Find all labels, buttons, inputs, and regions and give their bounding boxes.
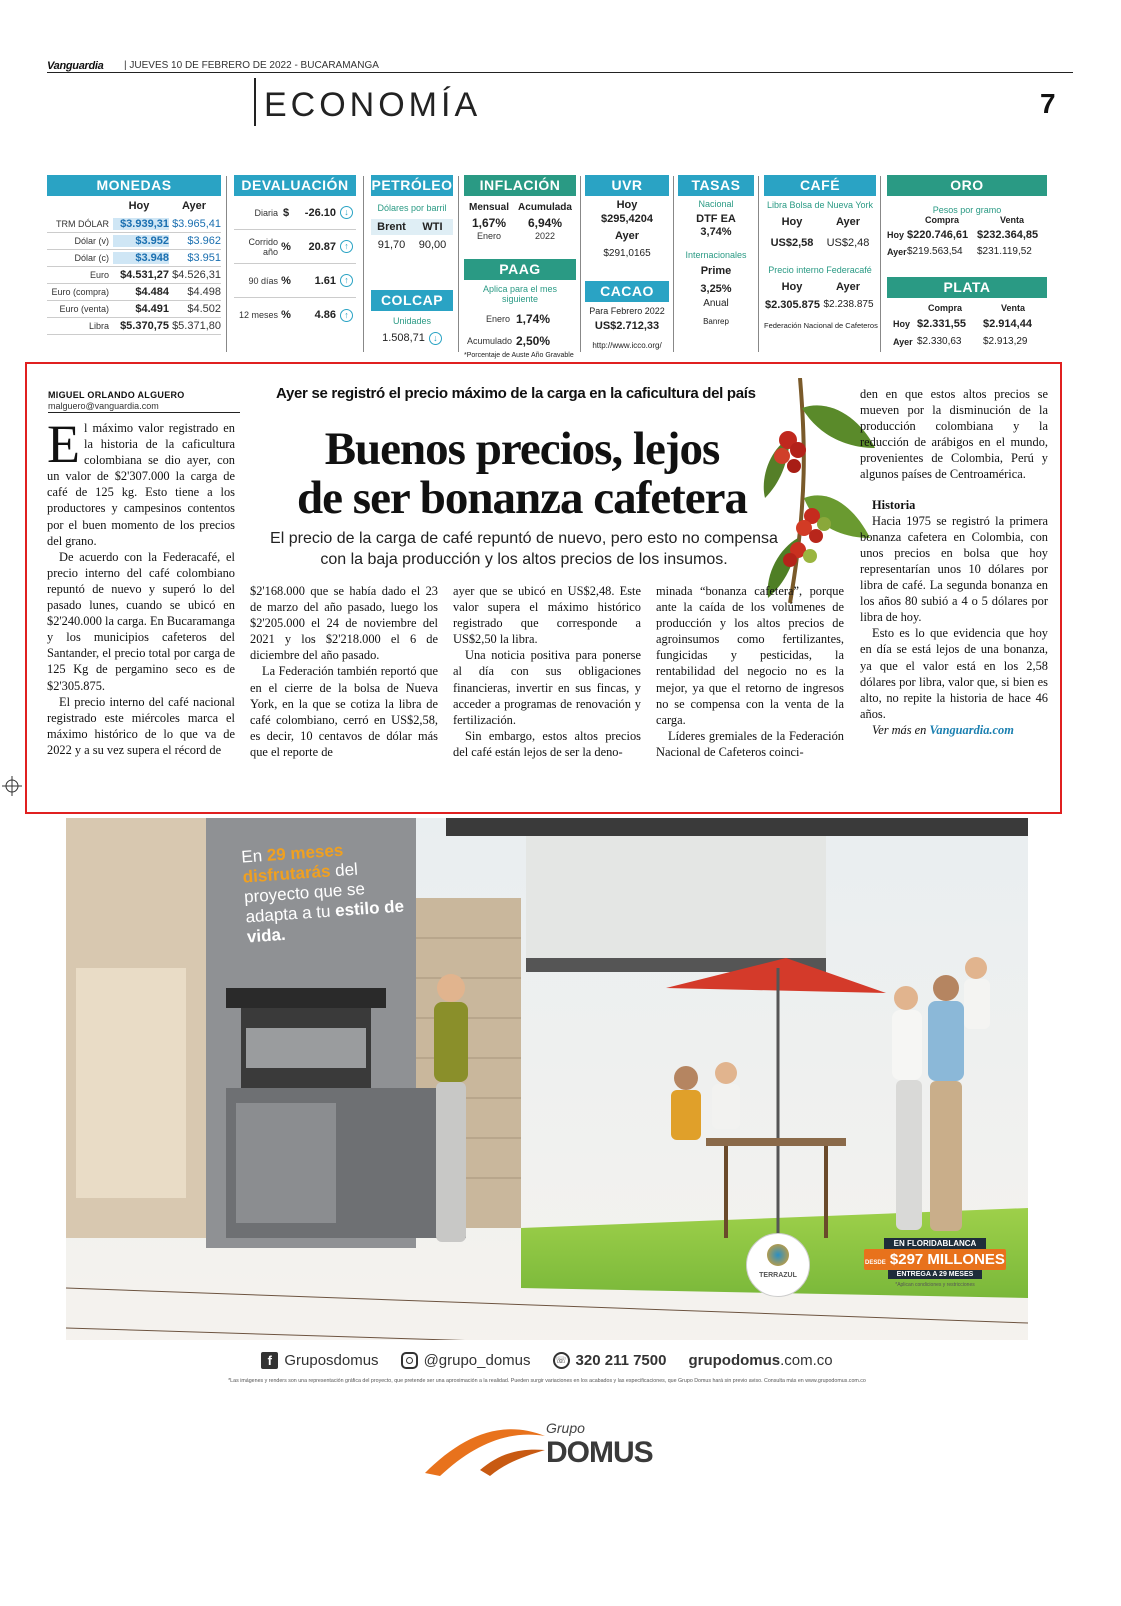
cafe-int-hoy: $2.305.875	[764, 299, 821, 311]
wti-label: WTI	[422, 221, 443, 233]
oro-hoy-compra: $220.746,61	[907, 229, 969, 241]
author-email[interactable]: malguero@vanguardia.com	[48, 401, 159, 411]
section-divider	[254, 78, 256, 126]
paag-enero-label: Enero	[485, 314, 510, 324]
devaluacion-row: Diaria $ -26.10 ↓	[234, 196, 356, 230]
inflacion-mensual-label: Mensual	[468, 202, 509, 213]
ad-whatsapp[interactable]: ☏ 320 211 7500	[553, 1352, 667, 1369]
ad-instagram[interactable]: @grupo_domus	[401, 1352, 531, 1369]
cacao-source: http://www.icco.org/	[592, 341, 662, 350]
monedas-row: Euro $4.531,27 $4.526,31	[47, 267, 221, 284]
uvr-hoy-label: Hoy	[616, 199, 638, 211]
article-column-1: El máximo valor registrado en la historia de la caficultura colombiana se dio ayer, con un valor de $2'307.000 la carga de café de 125 kg. Esto tiene a los productores y campesinos contentos por el buen momento de los precios del grano. De acuerdo con la Federacafé, el precio interno del café colombiano repuntó de nuevo y superó lo del pasado lunes, cuando se ubicó en $2'240.000 la carga. En Bucaramanga y los municipios cafeteros del Santander, el precio total por carga de 125 Kg de pergamino seco es de $2'305.875. El precio interno del café nacional registrado este miércoles marca el máximo histórico de lo que va de 2022 y a su vez supera el récord de	[47, 414, 235, 757]
cafe-ny-hoy: US$2,58	[770, 237, 814, 249]
oro-compra-label: Compra	[924, 215, 959, 225]
tasas-dtf: 3,74%	[700, 226, 732, 238]
oro-venta-label: Venta	[999, 215, 1024, 225]
ad-price: $297 MILLONES	[889, 1251, 1005, 1268]
oro-ayer-compra: $219.563,54	[907, 246, 963, 257]
masthead: Vanguardia	[47, 60, 104, 72]
tasas-prime-label: Prime	[700, 265, 732, 277]
uvr-ayer-label: Ayer	[614, 230, 640, 242]
column-divider	[673, 176, 674, 352]
instagram-icon	[401, 1352, 418, 1369]
plata-title: PLATA	[887, 277, 1047, 298]
colcap-subtitle: Unidades	[392, 316, 432, 326]
devaluacion-row: 12 meses % 4.86 ↑	[234, 298, 356, 332]
cafe-table	[764, 175, 876, 330]
uvr-table	[585, 175, 669, 259]
ad-tagline-highlight: 29 meses disfrutarás	[242, 840, 344, 887]
tasas-prime-period: Anual	[703, 298, 729, 309]
header-rule	[47, 72, 1073, 73]
monedas-row: Dólar (v) $3.952 $3.962	[47, 233, 221, 250]
paag-table	[464, 259, 576, 359]
cacao-table	[585, 281, 669, 350]
ad-render-scene	[66, 818, 1028, 1393]
plata-ayer-compra: $2.330,63	[917, 336, 962, 347]
brent-value: 91,70	[377, 239, 406, 251]
tasas-dtf-label: DTF EA	[696, 213, 736, 225]
dateline: | JUEVES 10 DE FEBRERO DE 2022 - BUCARAMANGA	[124, 60, 379, 71]
subhead-historia: Historia	[872, 497, 916, 512]
cafe-int-ayer-label: Ayer	[835, 281, 861, 293]
cafe-ny-label: Libra Bolsa de Nueva York	[766, 200, 874, 210]
monedas-row: Libra $5.370,75 $5.371,80	[47, 318, 221, 335]
plata-hoy-label: Hoy	[893, 319, 911, 329]
devaluacion-row: Corrido año % 20.87 ↑	[234, 230, 356, 264]
article-column-5: den en que estos altos precios se mueven por la disminución de la producción colombiana y la reducción de arábigos en el mundo, provenientes de Colombia, Perú y algunos países de Centroamérica. Historia Hacia 1975 se registró la primera bonanza cafetera en Colombia, con unos precios en bolsa que hoy representarían unos 10 dólares por libra de café. La segunda bonanza en los años 80 subió a 4 o 5 dólares por libra de hoy. Esto es lo que evidencia que hoy en día se está lejos de una bonanza, ya que el valor está en los 2,58 dólares por libra, valor que, si bien es alto, no repite la historia de hace 46 años. Ver más en Vanguardia.com	[860, 387, 1048, 737]
oro-hoy-label: Hoy	[887, 230, 905, 240]
monedas-row: TRM DÓLAR $3.939,31 $3.965,41	[47, 216, 221, 233]
plata-hoy-compra: $2.331,55	[917, 318, 966, 330]
devaluacion-title: DEVALUACIÓN	[234, 175, 356, 196]
arrow-up-icon: ↑	[340, 309, 353, 322]
cacao-title: CACAO	[585, 281, 669, 302]
devaluacion-row: 90 días % 1.61 ↑	[234, 264, 356, 298]
cafe-title: CAFÉ	[764, 175, 876, 196]
monedas-row: Euro (venta) $4.491 $4.502	[47, 301, 221, 318]
author-byline: MIGUEL ORLANDO ALGUERO	[48, 390, 185, 400]
oro-title: ORO	[887, 175, 1047, 196]
registration-mark-icon	[2, 776, 22, 796]
plata-table	[887, 277, 1047, 347]
ad-price-badge: EN FLORIDABLANCA DESDE $297 MILLONES ENTREGA A 29 MESES *Aplican condiciones y restricciones	[865, 1239, 1005, 1288]
petroleo-title: PETRÓLEO	[371, 175, 453, 196]
ad-contact-bar	[66, 1340, 1028, 1395]
monedas-title: MONEDAS	[47, 175, 221, 196]
arrow-down-icon: ↓	[429, 332, 442, 345]
page-number: 7	[1040, 88, 1056, 119]
plata-compra-label: Compra	[927, 303, 962, 313]
tasas-source: Banrep	[703, 317, 729, 326]
article-column-3: ayer que se ubicó en US$2,48. Este valor supera el máximo histórico registrado que corresponde a US$2,50 la libra. Una noticia positiva para ponerse al día con sus obligaciones financieras, invertir en sus fincas, y acceder a programas de renovación y fertilización. Sin embargo, estos altos precios del café están lejos de ser la deno-	[453, 584, 641, 759]
uvr-hoy: $295,4204	[601, 213, 653, 225]
tasas-table	[678, 175, 754, 326]
headline-line-2: de ser bonanza cafetera	[297, 472, 747, 524]
cacao-value: US$2.712,33	[594, 320, 660, 332]
article-headline	[262, 425, 782, 523]
ad-facebook[interactable]: f Gruposdomus	[261, 1352, 378, 1369]
inflacion-mensual-period: Enero	[476, 231, 502, 241]
tasas-nacional-label: Nacional	[698, 199, 734, 209]
cafe-ayer-label: Ayer	[835, 216, 861, 228]
monedas-col-ayer: Ayer	[181, 200, 207, 212]
cafe-int-hoy-label: Hoy	[781, 281, 803, 293]
paag-note: *Porcentaje de Auste Año Gravable	[464, 352, 574, 359]
oro-ayer-venta: $231.119,52	[977, 246, 1032, 257]
monedas-row: Dólar (c) $3.948 $3.951	[47, 250, 221, 267]
paag-acumulado: 2,50%	[516, 334, 551, 348]
cacao-subtitle: Para Febrero 2022	[589, 306, 665, 316]
colcap-title: COLCAP	[371, 290, 453, 311]
inflacion-table	[464, 175, 576, 241]
paag-subtitle: Aplica para el mes siguiente	[482, 284, 558, 304]
arrow-up-icon: ↑	[340, 240, 353, 253]
article-kicker: Ayer se registró el precio máximo de la carga en la caficultura del país	[276, 385, 756, 402]
colcap-table	[371, 290, 453, 345]
grupo-domus-logo	[420, 1418, 680, 1488]
plata-ayer-label: Ayer	[893, 336, 913, 347]
inflacion-acumulada: 6,94%	[527, 216, 563, 230]
colcap-value: 1.508,71	[382, 332, 425, 344]
byline-rule	[48, 412, 240, 413]
column-divider	[458, 176, 459, 352]
article-column-4: minada “bonanza cafetera”, porque ante la caída de los volúmenes de producción y los altos precios de agroinsumos como fertilizantes, fungicidas y pesticidas, la rentabilidad del negocio no es la mejor, ya que el retorno de ingresos no se compensa con la venta de la carga. Líderes gremiales de la Federación Nacional de Cafeteros coinci-	[656, 584, 844, 759]
monedas-row: Euro (compra) $4.484 $4.498	[47, 284, 221, 301]
brent-label: Brent	[377, 221, 406, 233]
plata-hoy-venta: $2.914,44	[983, 318, 1032, 330]
paag-title: PAAG	[464, 259, 576, 280]
column-divider	[363, 176, 364, 352]
monedas-col-hoy: Hoy	[128, 200, 150, 212]
cafe-hoy-label: Hoy	[781, 216, 803, 228]
tasas-title: TASAS	[678, 175, 754, 196]
oro-table	[887, 175, 1047, 257]
drop-cap: E	[47, 414, 80, 474]
cafe-interno-label: Precio interno Federacafé	[768, 265, 872, 275]
terrazul-badge: TERRAZUL	[746, 1233, 810, 1297]
column-divider	[880, 176, 881, 352]
inflacion-acumulada-label: Acumulada	[518, 202, 572, 213]
tasas-prime: 3,25%	[700, 283, 732, 295]
inflacion-title: INFLACIÓN	[464, 175, 576, 196]
oro-ayer-label: Ayer	[887, 246, 907, 257]
plata-venta-label: Venta	[1000, 303, 1025, 313]
article-deck: El precio de la carga de café repuntó de nuevo, pero esto no compensa con la baja producción y los altos precios de los insumos.	[270, 530, 778, 568]
plata-ayer-venta: $2.913,29	[983, 336, 1028, 347]
headline-line-1: Buenos precios, lejos	[324, 423, 720, 475]
uvr-ayer: $291,0165	[603, 248, 651, 259]
arrow-down-icon: ↓	[340, 206, 353, 219]
paag-enero: 1,74%	[516, 312, 551, 326]
article-column-2: $2'168.000 que se había dado el 23 de marzo del año pasado, luego los $2'205.000 el 24 de noviembre del 2021 y los $2'218.000 el 6 de diciembre del año pasado. La Federación también reportó que en el cierre de la bolsa de Nueva York, en la que se cotiza la libra de café colombiano, cerró en US$2,58, es decir, 10 centavos de dólar más que el reporte de	[250, 584, 438, 759]
logo-domus: DOMUS	[546, 1436, 653, 1469]
cafe-source: Federación Nacional de Cafeteros	[764, 321, 878, 330]
oro-subtitle: Pesos por gramo	[932, 205, 1002, 215]
arrow-up-icon: ↑	[340, 274, 353, 287]
logo-grupo: Grupo	[546, 1420, 585, 1436]
inflacion-mensual: 1,67%	[471, 216, 507, 230]
facebook-icon: f	[261, 1352, 278, 1369]
ad-website[interactable]: grupodomus.com.co	[688, 1352, 833, 1369]
column-divider	[758, 176, 759, 352]
oro-hoy-venta: $232.364,85	[977, 229, 1039, 241]
whatsapp-icon: ☏	[553, 1352, 570, 1369]
ad-tagline: En 29 meses disfrutarás del proyecto que se adapta a tu estilo de vida.	[240, 840, 405, 947]
ad-disclaimer: *Las imágenes y renders son una representación gráfica del proyecto, que pretende ser una aproximación a la realidad. Pueden surgir variaciones en los acabados y las especificaciones, que Grupo Domus hará sin previo aviso. Consulta más en www.grupodomus.com.co	[228, 1378, 866, 1384]
paag-acumulado-label: Acumulado	[466, 336, 512, 346]
column-divider	[580, 176, 581, 352]
cafe-int-ayer: $2.238.875	[823, 299, 874, 310]
wti-value: 90,00	[418, 239, 447, 251]
see-more-link[interactable]: Ver más en Vanguardia.com	[872, 722, 1014, 737]
terrazul-logo-icon	[767, 1244, 789, 1266]
monedas-table	[47, 175, 221, 335]
uvr-title: UVR	[585, 175, 669, 196]
real-estate-ad[interactable]	[66, 818, 1028, 1393]
section-title: ECONOMÍA	[264, 86, 482, 124]
petroleo-subtitle: Dólares por barril	[377, 203, 447, 213]
cafe-ny-ayer: US$2,48	[826, 237, 870, 249]
tasas-intl-label: Internacionales	[685, 250, 747, 260]
domus-swoosh-icon	[420, 1418, 560, 1478]
petroleo-table	[371, 175, 453, 255]
column-divider	[226, 176, 227, 352]
inflacion-acumulada-period: 2022	[534, 231, 556, 241]
devaluacion-table	[234, 175, 356, 332]
